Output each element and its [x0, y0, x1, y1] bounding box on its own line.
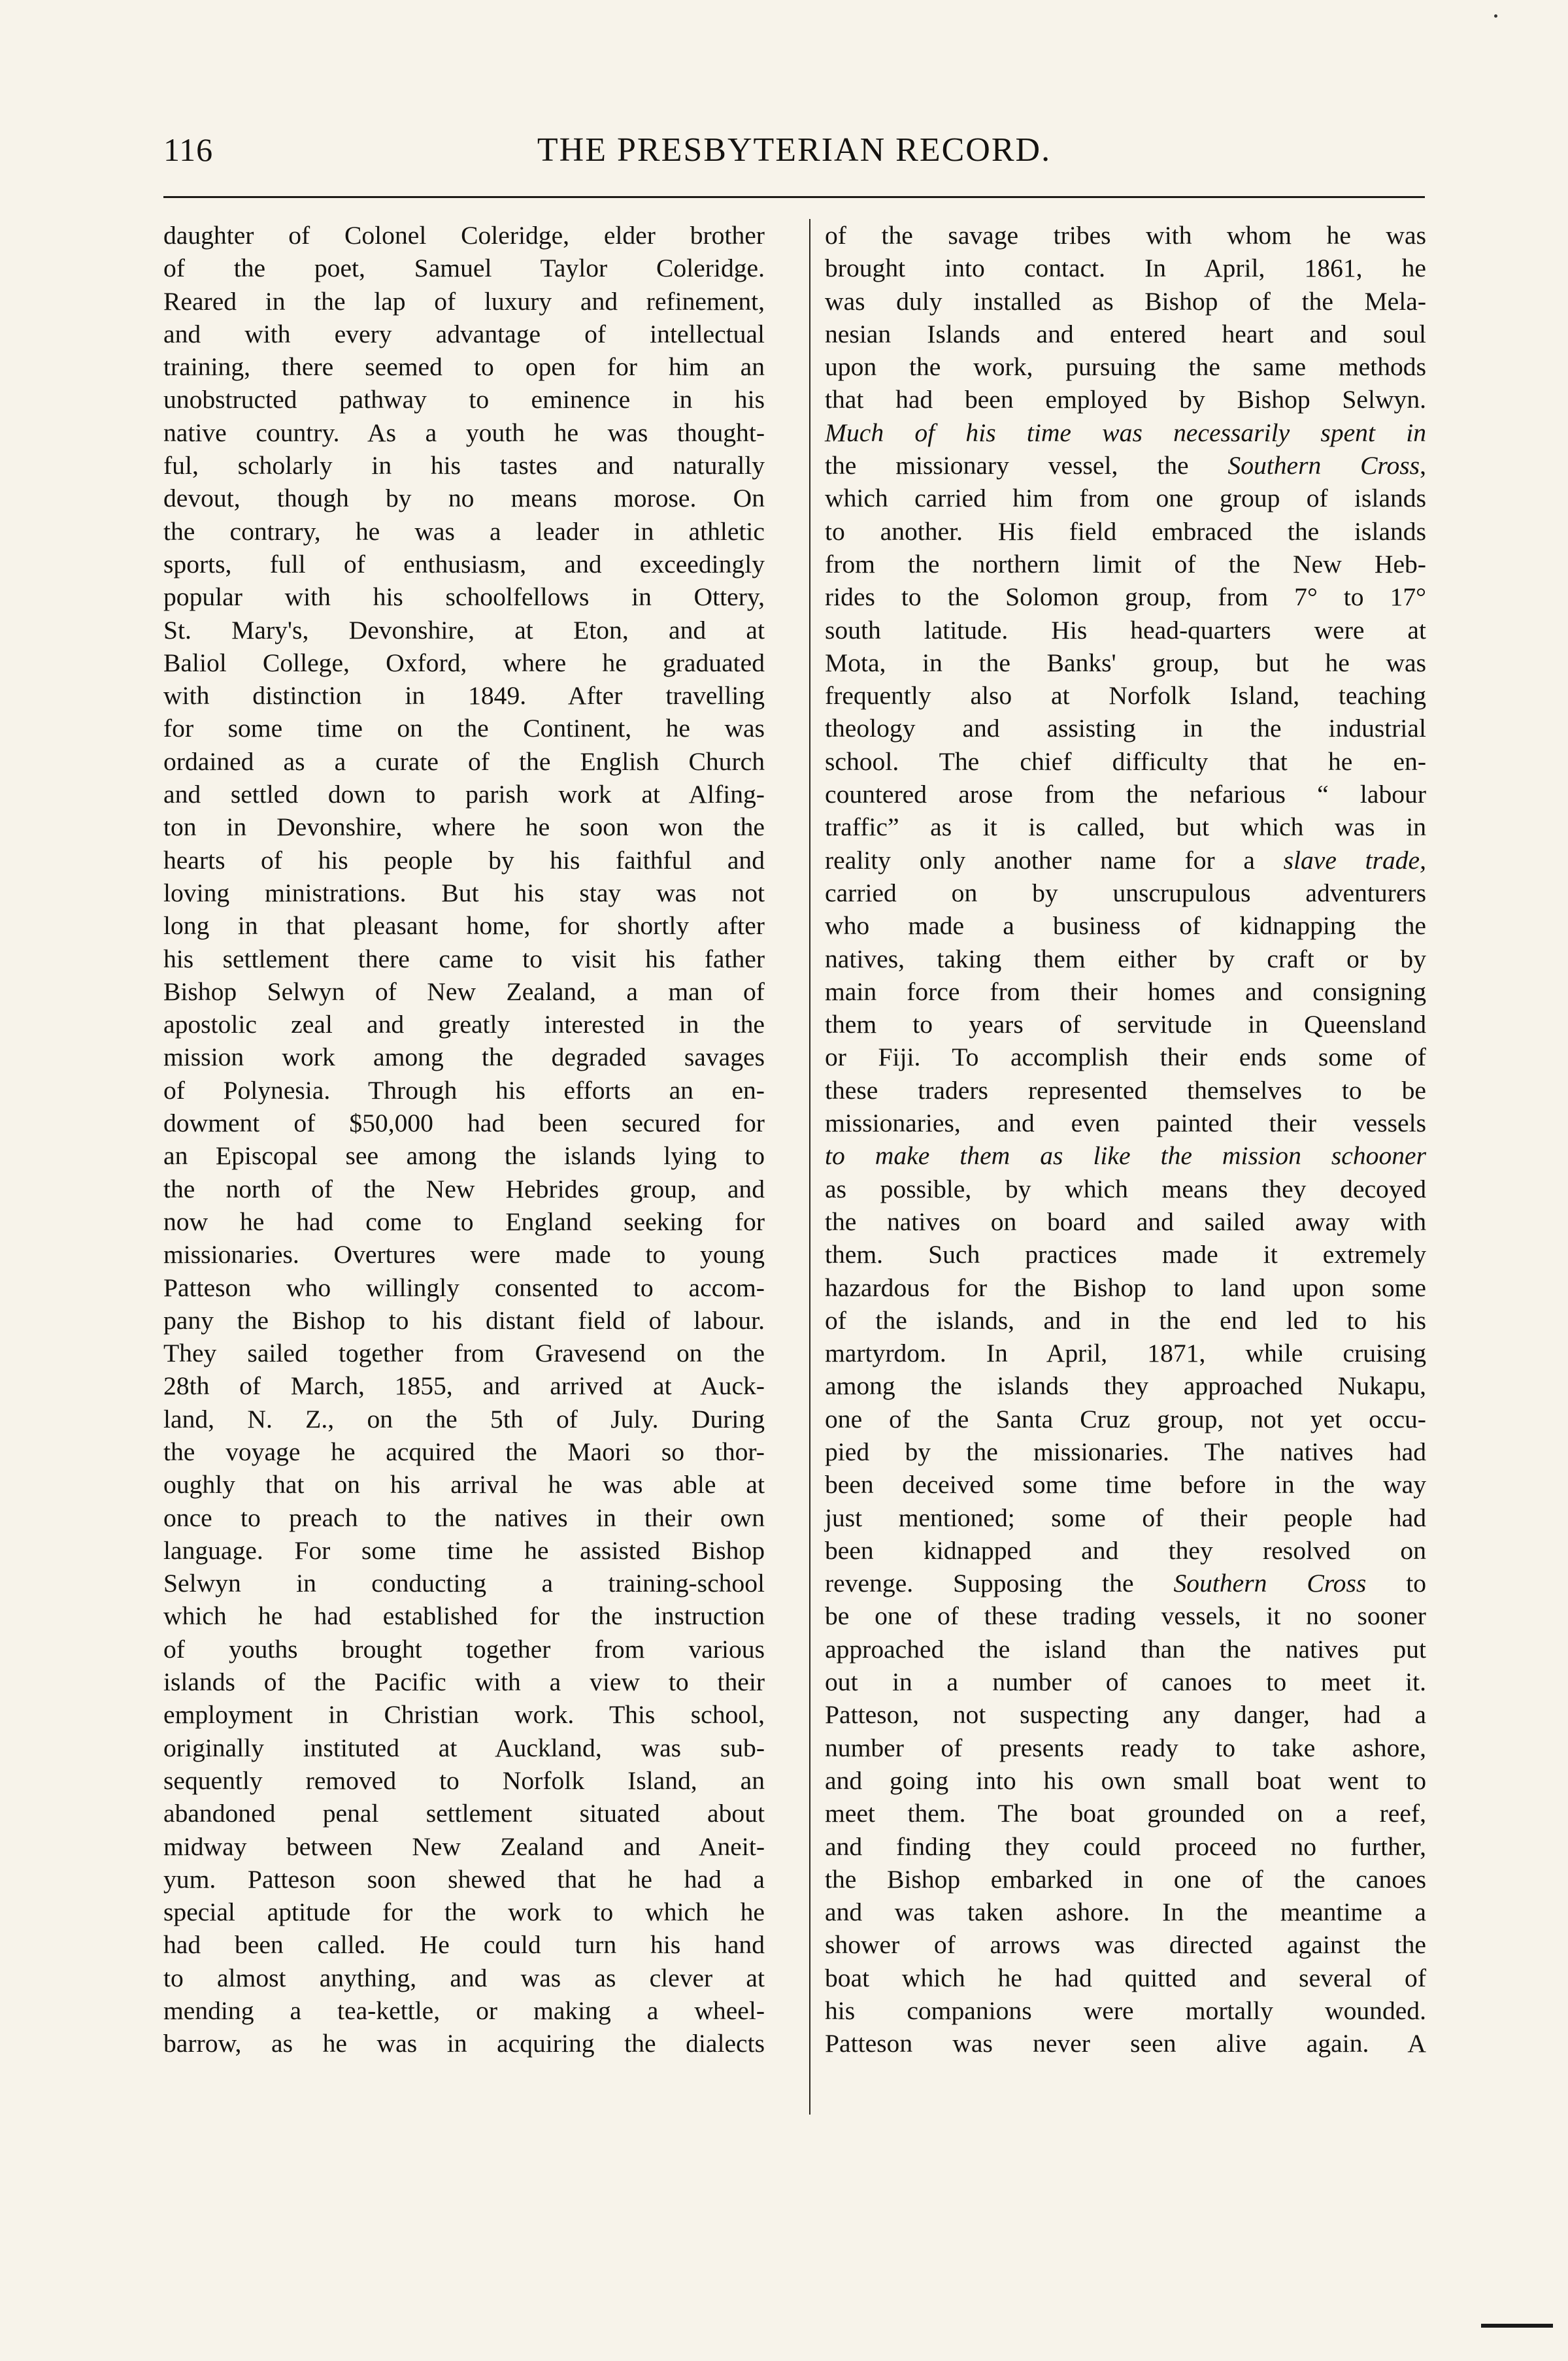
text-line: countered arose from the nefarious “ labour — [825, 780, 1426, 809]
text-line: rides to the Solomon group, from 7° to 17° — [825, 582, 1426, 612]
text-line: oughly that on his arrival he was able at — [163, 1470, 765, 1499]
text-line: and going into his own small boat went to — [825, 1766, 1426, 1795]
text-line: the Bishop embarked in one of the canoes — [825, 1864, 1426, 1894]
text-line: Much of his time was necessarily spent in — [825, 418, 1426, 447]
text-line: traffic” as it is called, but which was in — [825, 812, 1426, 842]
text-line: long in that pleasant home, for shortly after — [163, 911, 765, 941]
text-line: as possible, by which means they decoyed — [825, 1174, 1426, 1203]
text-line: school. The chief difficulty that he en- — [825, 746, 1426, 776]
text-line: frequently also at Norfolk Island, teaching — [825, 681, 1426, 711]
text-line: and settled down to parish work at Alfing- — [163, 780, 765, 809]
text-line: the natives on board and sailed away with — [825, 1207, 1426, 1236]
text-line: popular with his schoolfellows in Ottery, — [163, 582, 765, 612]
running-title: THE PRESBYTERIAN RECORD. — [537, 131, 1052, 169]
text-line: approached the island than the natives put — [825, 1634, 1426, 1664]
text-line: daughter of Colonel Coleridge, elder brother — [163, 221, 765, 250]
text-line: sports, full of enthusiasm, and exceedingly — [163, 549, 765, 578]
text-line: nesian Islands and entered heart and soul — [825, 319, 1426, 348]
text-line: of Polynesia. Through his efforts an en- — [163, 1075, 765, 1105]
text-line: 28th of March, 1855, and arrived at Auck- — [163, 1371, 765, 1401]
paper-speck — [1494, 14, 1497, 18]
text-line: these traders represented themselves to be — [825, 1075, 1426, 1105]
text-line: special aptitude for the work to which he — [163, 1898, 765, 1927]
text-line: his settlement there came to visit his father — [163, 944, 765, 973]
text-line: Patteson was never seen alive again. A — [825, 2029, 1426, 2058]
text-line: be one of these trading vessels, it no sooner — [825, 1601, 1426, 1631]
text-line: pied by the missionaries. The natives had — [825, 1437, 1426, 1466]
text-line: Patteson who willingly consented to accom- — [163, 1273, 765, 1302]
text-line: the missionary vessel, the Southern Cross, — [825, 451, 1426, 480]
text-line: main force from their homes and consigning — [825, 977, 1426, 1006]
text-line: language. For some time he assisted Bishop — [163, 1535, 765, 1565]
text-line: brought into contact. In April, 1861, he — [825, 254, 1426, 283]
text-line: mission work among the degraded savages — [163, 1043, 765, 1072]
text-line: ful, scholarly in his tastes and naturally — [163, 451, 765, 480]
text-line: Patteson, not suspecting any danger, had a — [825, 1700, 1426, 1730]
text-line: missionaries, and even painted their vessels — [825, 1109, 1426, 1138]
text-line: of the savage tribes with whom he was — [825, 221, 1426, 250]
corner-mark — [1481, 2324, 1553, 2328]
text-line: ordained as a curate of the English Church — [163, 746, 765, 776]
text-line: for some time on the Continent, he was — [163, 714, 765, 743]
text-line: Baliol College, Oxford, where he graduated — [163, 648, 765, 677]
text-line: once to preach to the natives in their own — [163, 1503, 765, 1532]
text-line: to another. His field embraced the islands — [825, 516, 1426, 546]
text-line: number of presents ready to take ashore, — [825, 1733, 1426, 1762]
text-line: was duly installed as Bishop of the Mela- — [825, 286, 1426, 316]
text-line: to make them as like the mission schooner — [825, 1141, 1426, 1171]
text-line: who made a business of kidnapping the — [825, 911, 1426, 941]
right-column — [825, 219, 1426, 2060]
text-line: them. Such practices made it extremely — [825, 1240, 1426, 1269]
text-line: They sailed together from Gravesend on the — [163, 1339, 765, 1368]
header-rule — [163, 196, 1425, 198]
text-line: barrow, as he was in acquiring the dialects — [163, 2029, 765, 2058]
text-line: that had been employed by Bishop Selwyn. — [825, 385, 1426, 414]
text-line: devout, though by no means morose. On — [163, 484, 765, 513]
text-line: Bishop Selwyn of New Zealand, a man of — [163, 977, 765, 1006]
text-line: to almost anything, and was as clever at — [163, 1963, 765, 1992]
text-line: hearts of his people by his faithful and — [163, 845, 765, 875]
text-line: yum. Patteson soon shewed that he had a — [163, 1864, 765, 1894]
text-line: which he had established for the instruction — [163, 1601, 765, 1631]
text-line: shower of arrows was directed against the — [825, 1930, 1426, 1960]
text-line: reality only another name for a slave trade, — [825, 845, 1427, 875]
text-line: islands of the Pacific with a view to their — [163, 1667, 765, 1697]
text-line: of the poet, Samuel Taylor Coleridge. — [163, 254, 765, 283]
text-line: which carried him from one group of islands — [825, 484, 1426, 513]
text-line: with distinction in 1849. After travelling — [163, 681, 765, 711]
text-line: originally instituted at Auckland, was sub- — [163, 1733, 765, 1762]
text-line: missionaries. Overtures were made to young — [163, 1240, 765, 1269]
text-line: the north of the New Hebrides group, and — [163, 1174, 765, 1203]
text-line: apostolic zeal and greatly interested in the — [163, 1010, 765, 1039]
column-divider — [809, 219, 810, 2115]
text-line: or Fiji. To accomplish their ends some of — [825, 1043, 1426, 1072]
text-line: Reared in the lap of luxury and refinement, — [163, 286, 765, 316]
text-line: had been called. He could turn his hand — [163, 1930, 765, 1960]
text-line: native country. As a youth he was thought- — [163, 418, 765, 447]
text-line: sequently removed to Norfolk Island, an — [163, 1766, 765, 1795]
text-line: natives, taking them either by craft or by — [825, 944, 1426, 973]
text-line: pany the Bishop to his distant field of labour. — [163, 1305, 765, 1335]
text-line: Mota, in the Banks' group, but he was — [825, 648, 1426, 677]
text-line: and finding they could proceed no further, — [825, 1832, 1426, 1861]
text-line: one of the Santa Cruz group, not yet occu- — [825, 1404, 1426, 1433]
text-line: dowment of $50,000 had been secured for — [163, 1109, 765, 1138]
text-line: land, N. Z., on the 5th of July. During — [163, 1404, 765, 1433]
text-line: loving ministrations. But his stay was not — [163, 878, 765, 907]
text-line: among the islands they approached Nukapu, — [825, 1371, 1426, 1401]
text-line: the contrary, he was a leader in athletic — [163, 516, 765, 546]
text-line: his companions were mortally wounded. — [825, 1996, 1426, 2026]
text-line: mending a tea-kettle, or making a wheel- — [163, 1996, 765, 2026]
text-line: south latitude. His head-quarters were at — [825, 615, 1426, 645]
text-line: meet them. The boat grounded on a reef, — [825, 1799, 1426, 1828]
text-line: St. Mary's, Devonshire, at Eton, and at — [163, 615, 765, 645]
text-line: the voyage he acquired the Maori so thor- — [163, 1437, 765, 1466]
text-line: carried on by unscrupulous adventurers — [825, 878, 1426, 907]
text-line: Selwyn in conducting a training-school — [163, 1569, 765, 1598]
text-line: been deceived some time before in the way — [825, 1470, 1426, 1499]
text-line: employment in Christian work. This school, — [163, 1700, 765, 1730]
text-line: now he had come to England seeking for — [163, 1207, 765, 1236]
text-line: and with every advantage of intellectual — [163, 319, 765, 348]
text-line: from the northern limit of the New Heb- — [825, 549, 1426, 578]
text-line: abandoned penal settlement situated about — [163, 1799, 765, 1828]
text-line: theology and assisting in the industrial — [825, 714, 1426, 743]
text-line: midway between New Zealand and Aneit- — [163, 1832, 765, 1861]
text-line: out in a number of canoes to meet it. — [825, 1667, 1426, 1697]
text-line: and was taken ashore. In the meantime a — [825, 1898, 1426, 1927]
page-header — [163, 131, 1425, 176]
text-line: ton in Devonshire, where he soon won the — [163, 812, 765, 842]
text-line: been kidnapped and they resolved on — [825, 1535, 1426, 1565]
text-line: of the islands, and in the end led to his — [825, 1305, 1426, 1335]
text-line: of youths brought together from various — [163, 1634, 765, 1664]
text-line: boat which he had quitted and several of — [825, 1963, 1426, 1992]
text-line: just mentioned; some of their people had — [825, 1503, 1426, 1532]
text-line: martyrdom. In April, 1871, while cruising — [825, 1339, 1426, 1368]
text-line: revenge. Supposing the Southern Cross to — [825, 1569, 1426, 1598]
text-line: training, there seemed to open for him an — [163, 352, 765, 382]
text-line: unobstructed pathway to eminence in his — [163, 385, 765, 414]
left-column — [163, 219, 765, 2060]
text-line: them to years of servitude in Queensland — [825, 1010, 1426, 1039]
page-number: 116 — [163, 131, 214, 168]
text-line: an Episcopal see among the islands lying to — [163, 1141, 765, 1171]
text-line: hazardous for the Bishop to land upon some — [825, 1273, 1426, 1302]
text-line: upon the work, pursuing the same methods — [825, 352, 1426, 382]
